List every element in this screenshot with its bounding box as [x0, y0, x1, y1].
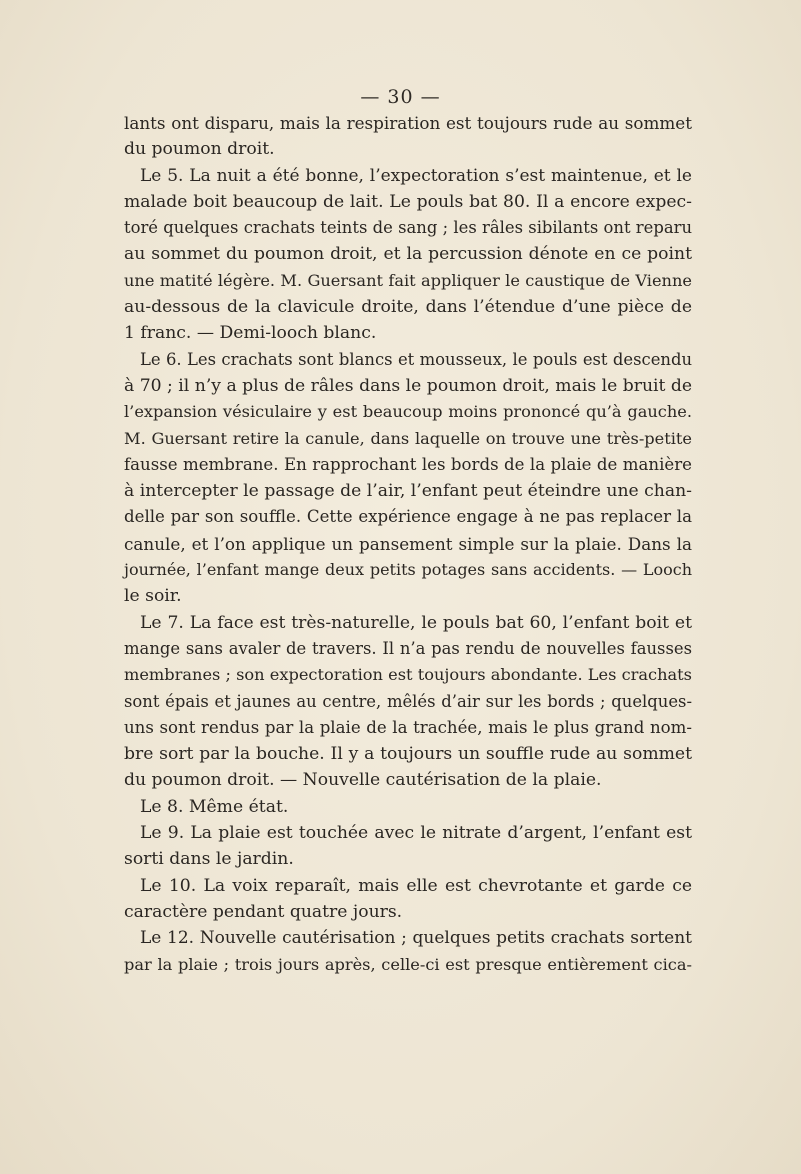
text-line: mange sans avaler de travers. Il n’a pas rendu de nouvelles fausses [124, 638, 692, 658]
text-line: à 70 ; il n’y a plus de râles dans le poumon droit, mais le bruit de [124, 375, 693, 396]
text-line: une matité légère. M. Guersant fait appliquer le caustique de Vienne [124, 270, 692, 290]
text-line: au-dessous de la clavicule droite, dans l’étendue d’une pièce de [124, 297, 692, 318]
text-line: delle par son souffle. Cette expérience engage à ne pas replacer la [124, 507, 692, 527]
text-line: sont épais et jaunes au centre, mêlés d’air sur les bords ; quelques- [124, 691, 692, 711]
text-line: Le 10. La voix reparaît, mais elle est chevrotante et garde ce [140, 875, 692, 896]
text-line: canule, et l’on applique un pansement simple sur la plaie. Dans la [124, 533, 692, 554]
text-line: Le 9. La plaie est touchée avec le nitrate d’argent, l’enfant est [140, 823, 692, 844]
text-line: au sommet du poumon droit, et la percussion dénote en ce point [124, 244, 692, 265]
page-number: — 30 — [360, 86, 441, 108]
text-line: Le 6. Les crachats sont blancs et mousseux, le pouls est descendu [140, 349, 692, 369]
text-line: caractère pendant quatre jours. [124, 901, 403, 922]
text-line: Le 12. Nouvelle cautérisation ; quelques petits crachats sortent [140, 928, 692, 949]
text-line: malade boit beaucoup de lait. Le pouls bat 80. Il a encore expec- [124, 191, 692, 212]
text-line: Le 8. Même état. [140, 796, 289, 817]
text-line: sorti dans le jardin. [124, 849, 294, 870]
text-line: du poumon droit. — Nouvelle cautérisation de la plaie. [124, 770, 602, 791]
text-line: membranes ; son expectoration est toujours abondante. Les crachats [124, 665, 692, 685]
text-line: journée, l’enfant mange deux petits potages sans accidents. — Looch [124, 560, 692, 580]
text-line: à intercepter le passage de l’air, l’enfant peut éteindre une chan- [124, 481, 692, 502]
text-line: M. Guersant retire la canule, dans laquelle on trouve une très-petite [124, 428, 692, 448]
text-line: du poumon droit. [124, 139, 275, 160]
text-line: l’expansion vésiculaire y est beaucoup moins prononcé qu’à gauche. [124, 402, 692, 422]
text-line: par la plaie ; trois jours après, celle-ci est presque entièrement cica- [124, 954, 692, 974]
text-line: fausse membrane. En rapprochant les bords de la plaie de manière [124, 454, 692, 474]
text-line: lants ont disparu, mais la respiration est toujours rude au sommet [124, 113, 692, 133]
body-text [124, 110, 692, 978]
text-line: Le 7. La face est très-naturelle, le pouls bat 60, l’enfant boit et [140, 612, 692, 633]
text-line: 1 franc. — Demi-looch blanc. [124, 323, 377, 344]
text-line: le soir. [124, 586, 182, 607]
text-line: uns sont rendus par la plaie de la trachée, mais le plus grand nom- [124, 717, 692, 737]
text-line: bre sort par la bouche. Il y a toujours un souffle rude au sommet [124, 744, 692, 765]
text-line: Le 5. La nuit a été bonne, l’expectoration s’est maintenue, et le [140, 165, 692, 186]
text-line: toré quelques crachats teints de sang ; les râles sibilants ont reparu [124, 218, 692, 238]
